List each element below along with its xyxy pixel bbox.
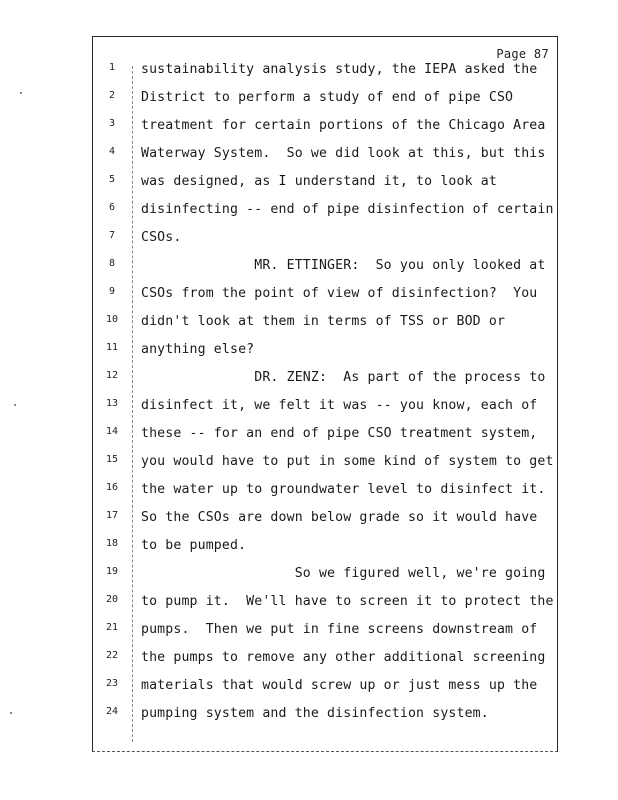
- line-number: 16: [105, 482, 119, 493]
- transcript-line: you would have to put in some kind of system to get: [141, 454, 554, 469]
- line-number: 23: [105, 678, 119, 689]
- transcript-line: was designed, as I understand it, to look at: [141, 174, 497, 189]
- line-number: 2: [108, 90, 116, 101]
- line-number: 10: [105, 314, 119, 325]
- transcript-line: sustainability analysis study, the IEPA asked the: [141, 62, 538, 77]
- transcript-line: pumping system and the disinfection system.: [141, 706, 489, 721]
- scan-speck: [14, 404, 16, 406]
- scan-speck: [20, 92, 22, 94]
- transcript-line: anything else?: [141, 342, 255, 357]
- transcript-line: didn't look at them in terms of TSS or BOD or: [141, 314, 506, 329]
- line-number: 21: [105, 622, 119, 633]
- transcript-line: DR. ZENZ: As part of the process to: [141, 370, 546, 385]
- transcript-line: So the CSOs are down below grade so it would have: [141, 510, 538, 525]
- transcript-line: Waterway System. So we did look at this, but this: [141, 146, 546, 161]
- transcript-line: treatment for certain portions of the Chicago Area: [141, 118, 546, 133]
- transcript-line: District to perform a study of end of pipe CSO: [141, 90, 514, 105]
- page-number: Page 87: [496, 47, 549, 61]
- line-number: 1: [108, 62, 116, 73]
- transcript-line: the water up to groundwater level to disinfect it.: [141, 482, 546, 497]
- line-number: 14: [105, 426, 119, 437]
- transcript-line: pumps. Then we put in fine screens downstream of: [141, 622, 538, 637]
- line-number: 18: [105, 538, 119, 549]
- transcript-line: MR. ETTINGER: So you only looked at: [141, 258, 546, 273]
- line-number: 13: [105, 398, 119, 409]
- transcript-line: materials that would screw up or just mess up the: [141, 678, 538, 693]
- transcript-line: to pump it. We'll have to screen it to protect the: [141, 594, 554, 609]
- transcript-line: to be pumped.: [141, 538, 247, 553]
- scan-speck: [10, 712, 12, 714]
- margin-rule: [132, 66, 133, 742]
- line-number: 12: [105, 370, 119, 381]
- transcript-line: the pumps to remove any other additional screening: [141, 650, 546, 665]
- transcript-line: So we figured well, we're going: [141, 566, 546, 581]
- line-number: 3: [108, 118, 116, 129]
- line-number: 5: [108, 174, 116, 185]
- line-number: 8: [108, 258, 116, 269]
- transcript-line: disinfecting -- end of pipe disinfection of certain: [141, 202, 554, 217]
- line-number: 19: [105, 566, 119, 577]
- line-number: 9: [108, 286, 116, 297]
- line-number: 11: [105, 342, 119, 353]
- transcript-line: CSOs.: [141, 230, 182, 245]
- line-number: 7: [108, 230, 116, 241]
- line-number: 15: [105, 454, 119, 465]
- transcript-line: CSOs from the point of view of disinfection? You: [141, 286, 538, 301]
- line-number: 17: [105, 510, 119, 521]
- line-number: 22: [105, 650, 119, 661]
- line-number: 6: [108, 202, 116, 213]
- transcript-page: [92, 36, 558, 752]
- transcript-line: disinfect it, we felt it was -- you know, each of: [141, 398, 538, 413]
- line-number: 24: [105, 706, 119, 717]
- line-number: 4: [108, 146, 116, 157]
- line-number: 20: [105, 594, 119, 605]
- transcript-line: these -- for an end of pipe CSO treatment system,: [141, 426, 538, 441]
